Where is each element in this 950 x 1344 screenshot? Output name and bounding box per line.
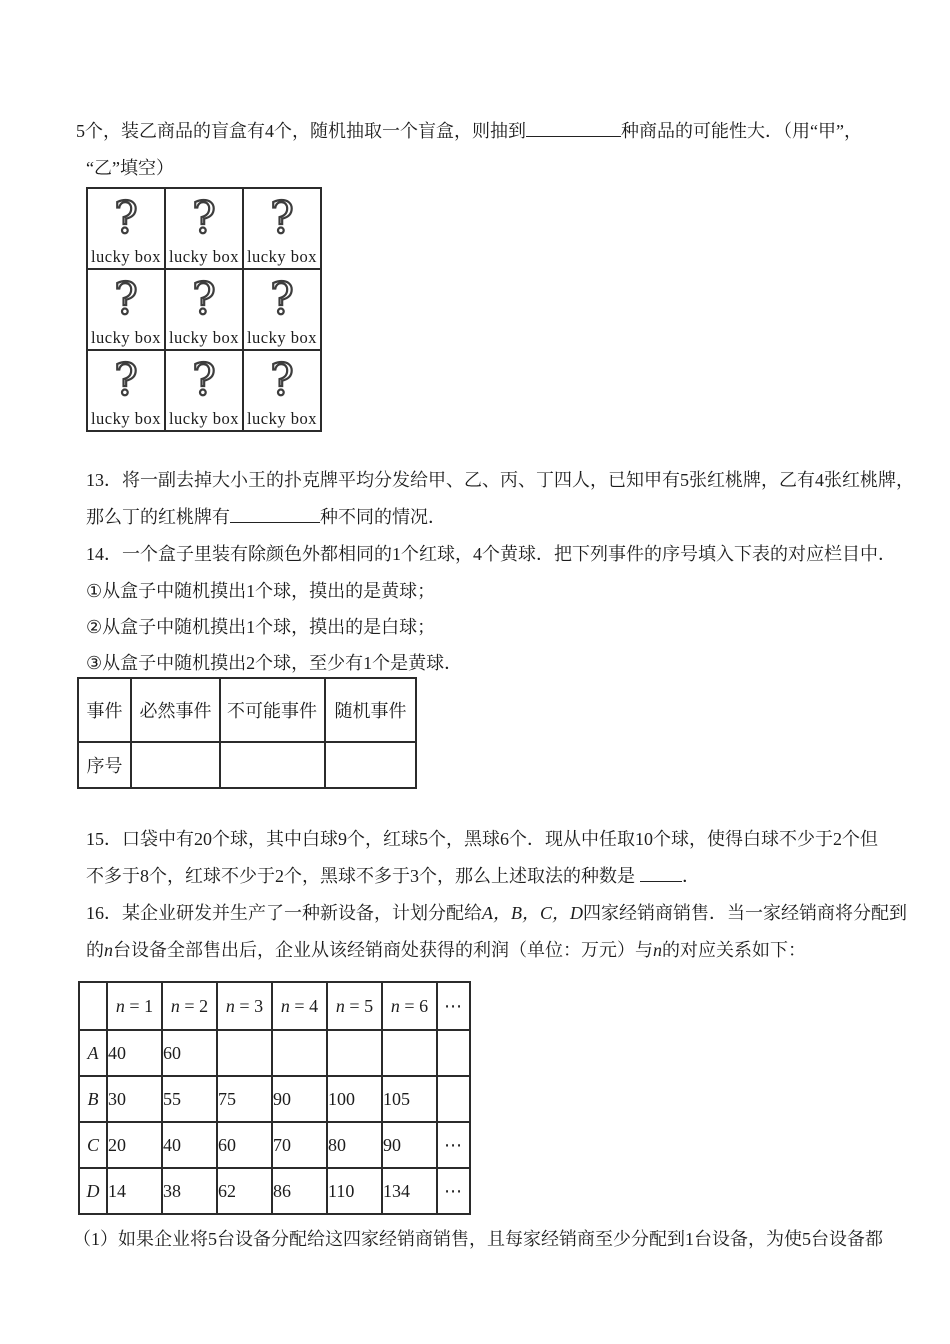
profit-cell <box>217 1030 272 1076</box>
profit-cell: 60 <box>217 1122 272 1168</box>
lucky-box-label: lucky box <box>90 409 162 428</box>
profit-row-label: A <box>79 1030 107 1076</box>
q16-seg1: 的 <box>86 940 104 960</box>
q16-seg2: 台设备全部售出后，企业从该经销商处获得的利润（单位：万元）与 <box>113 940 653 960</box>
profit-header-cell <box>217 982 272 1030</box>
events-table-header-row <box>78 678 416 742</box>
question-mark-icon <box>88 351 164 409</box>
profit-cell <box>437 1076 470 1122</box>
lucky-box-label: lucky box <box>168 409 240 428</box>
profit-row-label: C <box>79 1122 107 1168</box>
events-header-cell: 事件 <box>78 678 131 742</box>
profit-cell: 70 <box>272 1122 327 1168</box>
n-value: = 5 <box>344 995 374 1016</box>
events-answer-cell <box>220 742 325 788</box>
profit-header-cell <box>107 982 162 1030</box>
lucky-box-label: lucky box <box>168 247 240 266</box>
q12-text-line-1 <box>76 113 900 150</box>
profit-cell: 100 <box>327 1076 382 1122</box>
profit-cell: 60 <box>162 1030 217 1076</box>
profit-table-row-C <box>79 1122 470 1168</box>
profit-table <box>78 981 471 1215</box>
lucky-box-cell <box>87 188 165 269</box>
lucky-box-label: lucky box <box>90 247 162 266</box>
profit-cell: 14 <box>107 1168 162 1214</box>
answer-blank <box>230 504 320 523</box>
profit-table-row-D <box>79 1168 470 1214</box>
var-n: n <box>335 995 345 1016</box>
question-mark-icon <box>244 351 320 409</box>
question-mark-icon <box>166 189 242 247</box>
events-answer-cell <box>325 742 416 788</box>
svg-text:?: ? <box>114 355 138 406</box>
n-value: = 3 <box>234 995 264 1016</box>
n-value: = 6 <box>399 995 429 1016</box>
profit-cell: ⋯ <box>437 1122 470 1168</box>
profit-cell: 62 <box>217 1168 272 1214</box>
profit-cell: 80 <box>327 1122 382 1168</box>
q16-subquestion-1 <box>73 1221 900 1258</box>
q14-item-2 <box>86 609 900 645</box>
q13-text-post: 种不同的情况． <box>320 507 446 527</box>
q16-text-post: 四家经销商销售．当一家经销商将分配到 <box>583 903 907 923</box>
lucky-box-grid <box>86 187 322 432</box>
q15-text-line-2 <box>86 858 900 895</box>
q16-text-pre: 16．某企业研发并生产了一种新设备，计划分配给 <box>86 903 482 923</box>
q15-text-line-1 <box>86 821 900 858</box>
q12-text-post: 种商品的可能性大．（用“甲”， <box>621 121 862 141</box>
lucky-box-cell <box>243 188 321 269</box>
profit-header-ellipsis: ⋯ <box>437 982 470 1030</box>
profit-table-row-B <box>79 1076 470 1122</box>
q16-subquestion-1-label: （1）如果企业将5台设备分配给这四家经销商销售，且每家经销商至少分配到1台设备，为使5台设备都 <box>73 1229 883 1249</box>
events-row-label: 序号 <box>78 742 131 788</box>
q14-item-3-label: ③从盒子中随机摸出2个球，至少有1个是黄球． <box>86 653 463 673</box>
answer-blank <box>526 118 621 137</box>
profit-cell: 134 <box>382 1168 437 1214</box>
lucky-box-cell <box>165 269 243 350</box>
events-table <box>77 677 417 789</box>
question-mark-icon <box>166 351 242 409</box>
svg-text:?: ? <box>192 193 216 244</box>
lucky-box-grid-row <box>87 269 321 350</box>
events-answer-cell <box>131 742 220 788</box>
q14-item-2-label: ②从盒子中随机摸出1个球，摸出的是白球； <box>86 617 436 637</box>
profit-header-cell <box>382 982 437 1030</box>
lucky-box-label: lucky box <box>90 328 162 347</box>
n-value: = 4 <box>289 995 319 1016</box>
q14-intro-label: 14．一个盒子里装有除颜色外都相同的1个红球，4个黄球．把下列事件的序号填入下表的对应栏目中． <box>86 544 896 564</box>
profit-cell: 90 <box>272 1076 327 1122</box>
lucky-box-label: lucky box <box>246 328 318 347</box>
profit-cell: 40 <box>162 1122 217 1168</box>
question-mark-icon <box>244 189 320 247</box>
profit-row-label: D <box>79 1168 107 1214</box>
events-header-cell: 不可能事件 <box>220 678 325 742</box>
lucky-box-grid-row <box>87 188 321 269</box>
profit-cell: 86 <box>272 1168 327 1214</box>
profit-cell: 40 <box>107 1030 162 1076</box>
q14-item-1-label: ①从盒子中随机摸出1个球，摸出的是黄球； <box>86 581 436 601</box>
n-value: = 1 <box>124 995 154 1016</box>
lucky-box-cell <box>243 269 321 350</box>
lucky-box-cell <box>87 269 165 350</box>
var-n: n <box>280 995 290 1016</box>
profit-header-cell <box>162 982 217 1030</box>
lucky-box-label: lucky box <box>246 409 318 428</box>
question-mark-icon <box>166 270 242 328</box>
profit-cell <box>382 1030 437 1076</box>
q13-text-line-1-label: 13．将一副去掉大小王的扑克牌平均分发给甲、乙、丙、丁四人，已知甲有5张红桃牌，乙有4张红桃牌， <box>86 470 914 490</box>
profit-cell <box>272 1030 327 1076</box>
lucky-box-cell <box>87 350 165 431</box>
q16-var-n: n <box>653 940 662 960</box>
var-n: n <box>115 995 125 1016</box>
events-header-cell: 必然事件 <box>131 678 220 742</box>
answer-blank <box>640 863 682 882</box>
lucky-box-grid-row <box>87 350 321 431</box>
profit-cell: 38 <box>162 1168 217 1214</box>
lucky-box-cell <box>165 350 243 431</box>
profit-row-label: B <box>79 1076 107 1122</box>
q13-text-line-2 <box>86 499 900 536</box>
var-n: n <box>170 995 180 1016</box>
profit-cell: 90 <box>382 1122 437 1168</box>
q16-text-line-1 <box>86 895 907 932</box>
svg-text:?: ? <box>270 355 294 406</box>
var-n: n <box>225 995 235 1016</box>
question-mark-icon <box>244 270 320 328</box>
svg-text:?: ? <box>114 193 138 244</box>
var-n: n <box>390 995 400 1016</box>
events-table-answer-row <box>78 742 416 788</box>
events-header-cell: 随机事件 <box>325 678 416 742</box>
question-mark-icon <box>88 189 164 247</box>
q12-text-line-2 <box>86 150 900 187</box>
profit-header-cell <box>327 982 382 1030</box>
n-value: = 2 <box>179 995 209 1016</box>
profit-cell: 105 <box>382 1076 437 1122</box>
profit-cell: 75 <box>217 1076 272 1122</box>
profit-table-row-A <box>79 1030 470 1076</box>
profit-cell: ⋯ <box>437 1168 470 1214</box>
profit-cell: 110 <box>327 1168 382 1214</box>
svg-text:?: ? <box>270 193 294 244</box>
q14-item-1 <box>86 573 900 609</box>
q15-text-line-1-label: 15．口袋中有20个球，其中白球9个，红球5个，黑球6个．现从中任取10个球，使得白球不少于2个但 <box>86 829 878 849</box>
svg-text:?: ? <box>270 274 294 325</box>
profit-table-header-row <box>79 982 470 1030</box>
q12-text-line-2-label: “乙”填空） <box>86 158 174 178</box>
q13-text-pre: 那么丁的红桃牌有 <box>86 507 230 527</box>
profit-cell <box>437 1030 470 1076</box>
q16-var-n: n <box>104 940 113 960</box>
question-mark-icon <box>88 270 164 328</box>
q16-dealer-letters: A，B，C，D <box>482 903 583 923</box>
profit-header-corner <box>79 982 107 1030</box>
lucky-box-cell <box>243 350 321 431</box>
profit-cell: 20 <box>107 1122 162 1168</box>
lucky-box-cell <box>165 188 243 269</box>
profit-cell: 30 <box>107 1076 162 1122</box>
svg-text:?: ? <box>114 274 138 325</box>
q14-item-3 <box>86 645 900 681</box>
q15-text-pre: 不多于8个，红球不少于2个，黑球不多于3个，那么上述取法的种数是 <box>86 866 635 886</box>
profit-cell: 55 <box>162 1076 217 1122</box>
q12-text-pre: 5个，装乙商品的盲盒有4个，随机抽取一个盲盒，则抽到 <box>76 121 526 141</box>
q13-text-line-1 <box>86 462 914 499</box>
profit-cell <box>327 1030 382 1076</box>
q15-text-post: ． <box>682 866 700 886</box>
svg-text:?: ? <box>192 274 216 325</box>
profit-header-cell <box>272 982 327 1030</box>
svg-text:?: ? <box>192 355 216 406</box>
q16-text-line-2 <box>86 932 900 969</box>
lucky-box-label: lucky box <box>246 247 318 266</box>
q14-intro-line <box>86 536 900 573</box>
q16-seg3: 的对应关系如下： <box>662 940 806 960</box>
lucky-box-label: lucky box <box>168 328 240 347</box>
